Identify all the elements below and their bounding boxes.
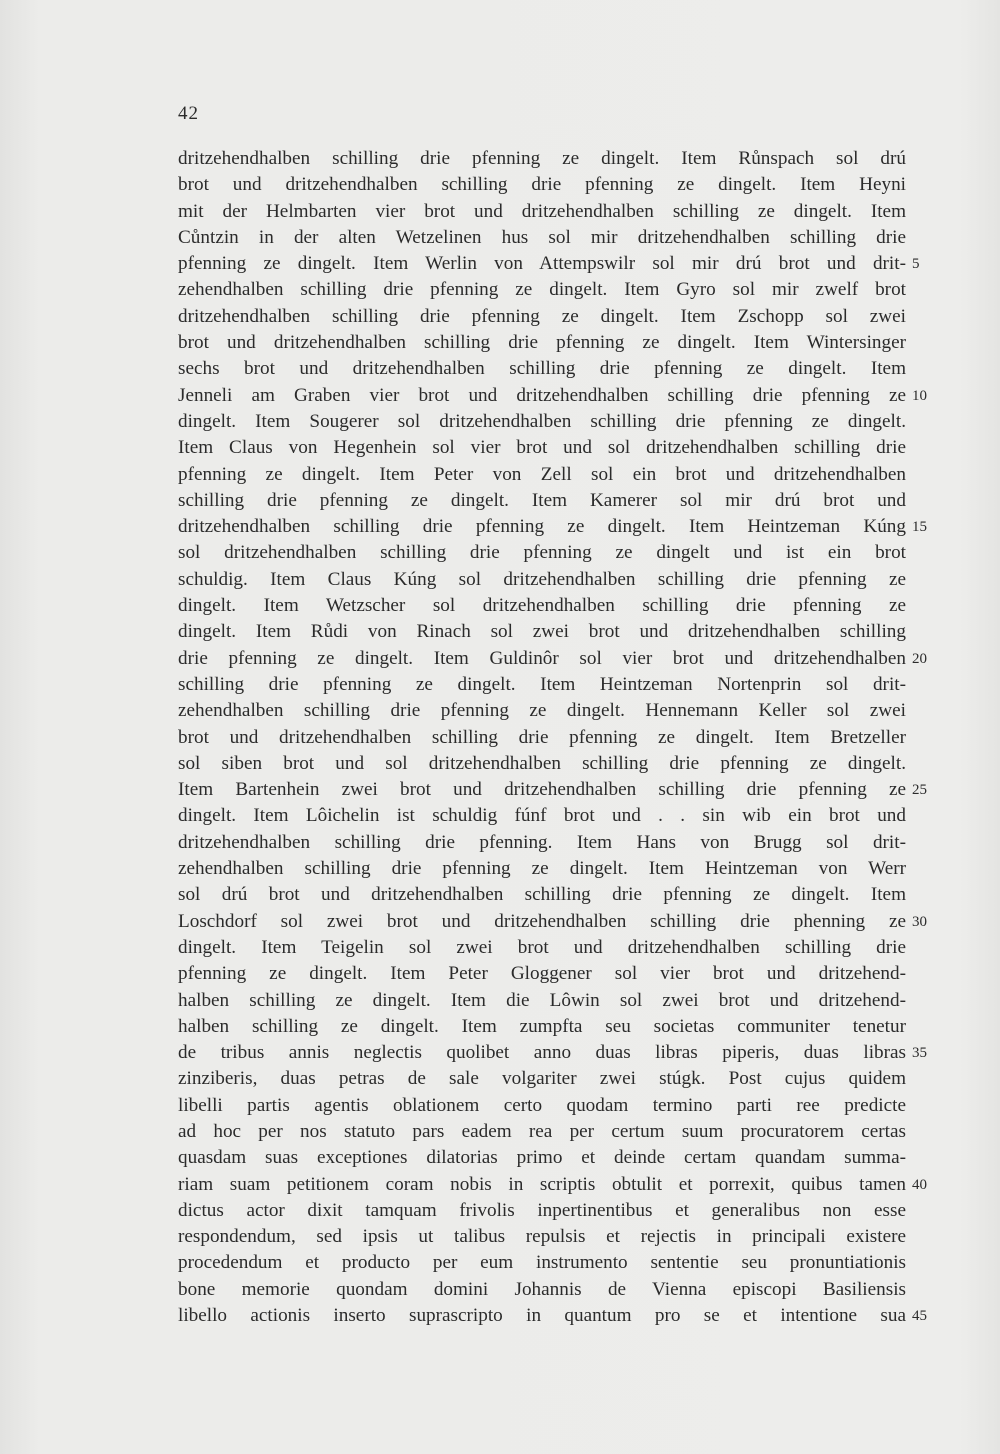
- text-line: brot und dritzehendhalben schilling drie pfenning ze dingelt. Item Heyni: [178, 174, 906, 196]
- text-line: zehendhalben schilling drie pfenning ze dingelt. Hennemann Keller sol zwei: [178, 700, 906, 722]
- text-line: schuldig. Item Claus Kúng sol dritzehendhalben schilling drie pfenning ze: [178, 568, 906, 590]
- text-line: Item Claus von Hegenhein sol vier brot und sol dritzehendhalben schilling drie: [178, 437, 906, 459]
- text-line: riam suam petitionem coram nobis in scriptis obtulit et porrexit, quibus tamen: [178, 1173, 906, 1195]
- margin-line-number: 10: [912, 387, 927, 404]
- text-line: schilling drie pfenning ze dingelt. Item Kamerer sol mir drú brot und: [178, 489, 906, 511]
- margin-line-number: 35: [912, 1045, 927, 1062]
- text-line: Item Bartenhein zwei brot und dritzehendhalben schilling drie pfenning ze: [178, 779, 906, 801]
- text-line: sol siben brot und sol dritzehendhalben schilling drie pfenning ze dingelt.: [178, 752, 906, 774]
- text-line: dingelt. Item Lôichelin ist schuldig fúnf brot und . . sin wib ein brot und: [178, 805, 906, 827]
- text-line: dritzehendhalben schilling drie pfenning. Item Hans von Brugg sol drit-: [178, 831, 906, 853]
- text-line: zehendhalben schilling drie pfenning ze dingelt. Item Gyro sol mir zwelf brot: [178, 279, 906, 301]
- text-line: dritzehendhalben schilling drie pfenning ze dingelt. Item Zschopp sol zwei: [178, 305, 906, 327]
- text-line: dingelt. Item Sougerer sol dritzehendhalben schilling drie pfenning ze dingelt.: [178, 410, 906, 432]
- text-line: drie pfenning ze dingelt. Item Guldinôr sol vier brot und dritzehendhalben: [178, 647, 906, 669]
- margin-line-number: 20: [912, 650, 927, 667]
- text-line: dritzehendhalben schilling drie pfenning ze dingelt. Item Růnspach sol drú: [178, 148, 906, 169]
- text-line: libelli partis agentis oblationem certo quodam termino parti ree predicte: [178, 1094, 906, 1116]
- text-line: bone memorie quondam domini Johannis de Vienna episcopi Basiliensis: [178, 1278, 906, 1300]
- text-line: dingelt. Item Wetzscher sol dritzehendhalben schilling drie pfenning ze: [178, 595, 906, 617]
- margin-line-number: 25: [912, 782, 927, 799]
- text-line: de tribus annis neglectis quolibet anno duas libras piperis, duas libras: [178, 1042, 906, 1064]
- body-text: [178, 146, 906, 1329]
- text-line: zinziberis, duas petras de sale volgariter zwei stúgk. Post cujus quidem: [178, 1068, 906, 1090]
- text-line: Jenneli am Graben vier brot und dritzehendhalben schilling drie pfenning ze: [178, 384, 906, 406]
- text-line: pfenning ze dingelt. Item Peter Gloggener sol vier brot und dritzehend-: [178, 963, 906, 985]
- text-line: brot und dritzehendhalben schilling drie pfenning ze dingelt. Item Bretzeller: [178, 726, 906, 748]
- text-line: procedendum et producto per eum instrumento sententie seu pronuntiationis: [178, 1252, 906, 1274]
- text-line: sechs brot und dritzehendhalben schilling drie pfenning ze dingelt. Item: [178, 358, 906, 380]
- text-line: Cůntzin in der alten Wetzelinen hus sol mir dritzehendhalben schilling drie: [178, 226, 906, 248]
- margin-line-number: 15: [912, 519, 927, 536]
- margin-line-number: 45: [912, 1308, 927, 1325]
- text-line: quasdam suas exceptiones dilatorias primo et deinde certam quandam summa-: [178, 1147, 906, 1169]
- page-number: 42: [178, 103, 199, 124]
- text-line: ad hoc per nos statuto pars eadem rea per certum suum procuratorem certas: [178, 1120, 906, 1142]
- margin-line-number: 40: [912, 1176, 927, 1193]
- text-line: pfenning ze dingelt. Item Peter von Zell sol ein brot und dritzehendhalben: [178, 463, 906, 485]
- text-line: dingelt. Item Teigelin sol zwei brot und dritzehendhalben schilling drie: [178, 936, 906, 958]
- text-line: schilling drie pfenning ze dingelt. Item Heintzeman Nortenprin sol drit-: [178, 673, 906, 695]
- text-line: mit der Helmbarten vier brot und dritzehendhalben schilling ze dingelt. Item: [178, 200, 906, 222]
- text-line: respondendum, sed ipsis ut talibus repulsis et rejectis in principali existere: [178, 1226, 906, 1248]
- text-line: sol dritzehendhalben schilling drie pfenning ze dingelt und ist ein brot: [178, 542, 906, 564]
- text-line: pfenning ze dingelt. Item Werlin von Attempswilr sol mir drú brot und drit-: [178, 253, 906, 275]
- text-line: dictus actor dixit tamquam frivolis inpertinentibus et generalibus non esse: [178, 1199, 906, 1221]
- margin-line-number: 5: [912, 256, 920, 273]
- text-line: dingelt. Item Růdi von Rinach sol zwei brot und dritzehendhalben schilling: [178, 621, 906, 643]
- text-line: brot und dritzehendhalben schilling drie pfenning ze dingelt. Item Wintersinger: [178, 332, 906, 354]
- text-line: libello actionis inserto suprascripto in quantum pro se et intentione sua: [178, 1305, 906, 1327]
- text-line: sol drú brot und dritzehendhalben schilling drie pfenning ze dingelt. Item: [178, 884, 906, 906]
- margin-line-number: 30: [912, 913, 927, 930]
- text-line: halben schilling ze dingelt. Item die Lôwin sol zwei brot und dritzehend-: [178, 989, 906, 1011]
- text-line: dritzehendhalben schilling drie pfenning ze dingelt. Item Heintzeman Kúng: [178, 516, 906, 538]
- text-line: Loschdorf sol zwei brot und dritzehendhalben schilling drie phenning ze: [178, 910, 906, 932]
- text-line: zehendhalben schilling drie pfenning ze dingelt. Item Heintzeman von Werr: [178, 858, 906, 880]
- text-line: halben schilling ze dingelt. Item zumpfta seu societas communiter tenetur: [178, 1015, 906, 1037]
